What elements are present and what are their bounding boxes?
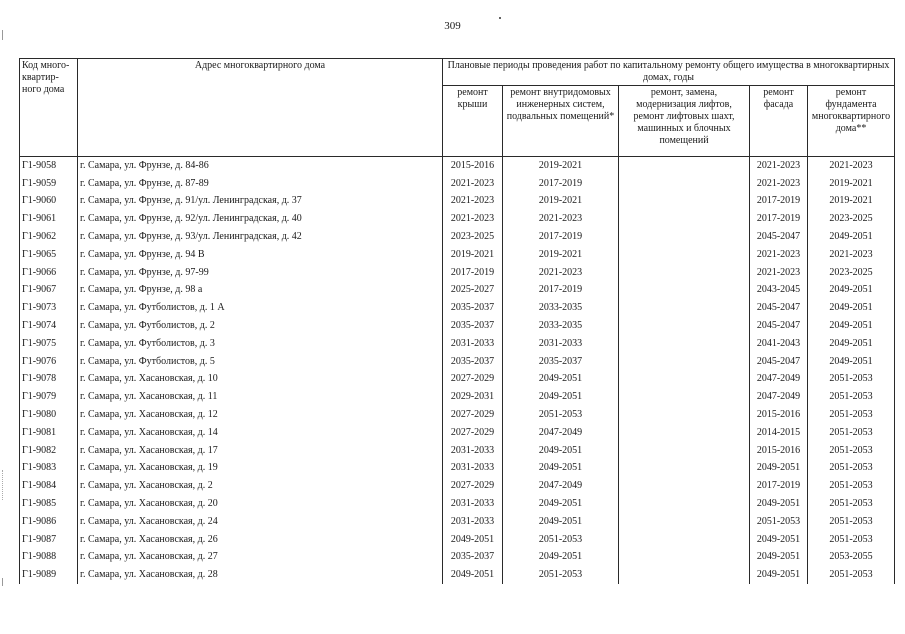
cell-facade: 2021-2023 bbox=[750, 175, 808, 193]
cell-facade: 2049-2051 bbox=[750, 495, 808, 513]
capital-repair-schedule-table bbox=[19, 58, 895, 584]
cell-facade: 2049-2051 bbox=[750, 549, 808, 567]
cell-address: г. Самара, ул. Фрунзе, д. 87-89 bbox=[78, 175, 443, 193]
table-row bbox=[20, 157, 895, 175]
cell-address: г. Самара, ул. Фрунзе, д. 92/ул. Ленинградская, д. 40 bbox=[78, 210, 443, 228]
cell-facade: 2021-2023 bbox=[750, 246, 808, 264]
cell-elevators bbox=[619, 531, 750, 549]
cell-code: Г1-9080 bbox=[20, 406, 78, 424]
cell-address: г. Самара, ул. Хасановская, д. 11 bbox=[78, 388, 443, 406]
cell-systems: 2047-2049 bbox=[503, 477, 619, 495]
cell-facade: 2021-2023 bbox=[750, 157, 808, 175]
cell-code: Г1-9082 bbox=[20, 442, 78, 460]
cell-elevators bbox=[619, 282, 750, 300]
cell-foundation: 2023-2025 bbox=[808, 210, 895, 228]
cell-code: Г1-9078 bbox=[20, 371, 78, 389]
cell-foundation: 2051-2053 bbox=[808, 531, 895, 549]
cell-systems: 2049-2051 bbox=[503, 513, 619, 531]
cell-facade: 2041-2043 bbox=[750, 335, 808, 353]
cell-foundation: 2051-2053 bbox=[808, 566, 895, 584]
cell-code: Г1-9086 bbox=[20, 513, 78, 531]
cell-code: Г1-9065 bbox=[20, 246, 78, 264]
page-number: 309 bbox=[444, 20, 461, 32]
cell-foundation: 2051-2053 bbox=[808, 388, 895, 406]
cell-foundation: 2051-2053 bbox=[808, 513, 895, 531]
cell-facade: 2017-2019 bbox=[750, 477, 808, 495]
cell-code: Г1-9058 bbox=[20, 157, 78, 175]
cell-code: Г1-9059 bbox=[20, 175, 78, 193]
cell-code: Г1-9079 bbox=[20, 388, 78, 406]
scan-edge-mark bbox=[2, 578, 5, 586]
cell-roof: 2029-2031 bbox=[443, 388, 503, 406]
cell-address: г. Самара, ул. Фрунзе, д. 98 а bbox=[78, 282, 443, 300]
cell-foundation: 2049-2051 bbox=[808, 299, 895, 317]
table-row bbox=[20, 353, 895, 371]
cell-code: Г1-9067 bbox=[20, 282, 78, 300]
cell-address: г. Самара, ул. Хасановская, д. 2 bbox=[78, 477, 443, 495]
cell-address: г. Самара, ул. Футболистов, д. 1 А bbox=[78, 299, 443, 317]
cell-elevators bbox=[619, 388, 750, 406]
table-row bbox=[20, 193, 895, 211]
cell-foundation: 2051-2053 bbox=[808, 495, 895, 513]
cell-systems: 2051-2053 bbox=[503, 406, 619, 424]
cell-code: Г1-9081 bbox=[20, 424, 78, 442]
cell-roof: 2031-2033 bbox=[443, 442, 503, 460]
table-row bbox=[20, 513, 895, 531]
cell-address: г. Самара, ул. Футболистов, д. 3 bbox=[78, 335, 443, 353]
cell-elevators bbox=[619, 371, 750, 389]
cell-elevators bbox=[619, 566, 750, 584]
cell-systems: 2017-2019 bbox=[503, 175, 619, 193]
cell-roof: 2049-2051 bbox=[443, 566, 503, 584]
cell-roof: 2035-2037 bbox=[443, 353, 503, 371]
cell-code: Г1-9066 bbox=[20, 264, 78, 282]
cell-facade: 2047-2049 bbox=[750, 388, 808, 406]
cell-roof: 2027-2029 bbox=[443, 477, 503, 495]
cell-roof: 2023-2025 bbox=[443, 228, 503, 246]
cell-roof: 2021-2023 bbox=[443, 175, 503, 193]
cell-foundation: 2051-2053 bbox=[808, 371, 895, 389]
cell-elevators bbox=[619, 406, 750, 424]
table-row bbox=[20, 246, 895, 264]
cell-address: г. Самара, ул. Хасановская, д. 27 bbox=[78, 549, 443, 567]
cell-roof: 2031-2033 bbox=[443, 495, 503, 513]
cell-elevators bbox=[619, 264, 750, 282]
cell-address: г. Самара, ул. Хасановская, д. 17 bbox=[78, 442, 443, 460]
cell-foundation: 2019-2021 bbox=[808, 193, 895, 211]
cell-code: Г1-9087 bbox=[20, 531, 78, 549]
cell-roof: 2049-2051 bbox=[443, 531, 503, 549]
cell-systems: 2051-2053 bbox=[503, 531, 619, 549]
cell-systems: 2049-2051 bbox=[503, 460, 619, 478]
cell-elevators bbox=[619, 299, 750, 317]
cell-facade: 2045-2047 bbox=[750, 299, 808, 317]
cell-systems: 2033-2035 bbox=[503, 299, 619, 317]
cell-code: Г1-9083 bbox=[20, 460, 78, 478]
header-code: Код много-квартир-ного дома bbox=[20, 59, 78, 157]
table-body bbox=[20, 157, 895, 585]
header-facade: ремонт фасада bbox=[750, 86, 808, 157]
cell-roof: 2035-2037 bbox=[443, 549, 503, 567]
cell-address: г. Самара, ул. Фрунзе, д. 91/ул. Ленинградская, д. 37 bbox=[78, 193, 443, 211]
cell-code: Г1-9062 bbox=[20, 228, 78, 246]
table-row bbox=[20, 335, 895, 353]
cell-foundation: 2049-2051 bbox=[808, 282, 895, 300]
cell-elevators bbox=[619, 228, 750, 246]
table-row bbox=[20, 371, 895, 389]
header-elevators: ремонт, замена, модернизация лифтов, ремонт лифтовых шахт, машинных и блочных помещений bbox=[619, 86, 750, 157]
cell-address: г. Самара, ул. Хасановская, д. 24 bbox=[78, 513, 443, 531]
cell-elevators bbox=[619, 513, 750, 531]
cell-code: Г1-9074 bbox=[20, 317, 78, 335]
table-row bbox=[20, 264, 895, 282]
table-row bbox=[20, 406, 895, 424]
cell-address: г. Самара, ул. Хасановская, д. 28 bbox=[78, 566, 443, 584]
cell-systems: 2021-2023 bbox=[503, 264, 619, 282]
cell-facade: 2043-2045 bbox=[750, 282, 808, 300]
cell-code: Г1-9088 bbox=[20, 549, 78, 567]
scan-edge-mark bbox=[2, 30, 5, 40]
cell-systems: 2019-2021 bbox=[503, 193, 619, 211]
cell-address: г. Самара, ул. Футболистов, д. 5 bbox=[78, 353, 443, 371]
cell-roof: 2021-2023 bbox=[443, 193, 503, 211]
cell-facade: 2049-2051 bbox=[750, 460, 808, 478]
cell-systems: 2035-2037 bbox=[503, 353, 619, 371]
cell-foundation: 2051-2053 bbox=[808, 477, 895, 495]
cell-address: г. Самара, ул. Хасановская, д. 14 bbox=[78, 424, 443, 442]
cell-foundation: 2019-2021 bbox=[808, 175, 895, 193]
table-header bbox=[20, 59, 895, 157]
cell-roof: 2031-2033 bbox=[443, 513, 503, 531]
cell-code: Г1-9061 bbox=[20, 210, 78, 228]
table-row bbox=[20, 388, 895, 406]
header-address: Адрес многоквартирного дома bbox=[78, 59, 443, 157]
cell-address: г. Самара, ул. Фрунзе, д. 97-99 bbox=[78, 264, 443, 282]
cell-elevators bbox=[619, 460, 750, 478]
table-row bbox=[20, 477, 895, 495]
cell-roof: 2017-2019 bbox=[443, 264, 503, 282]
cell-code: Г1-9073 bbox=[20, 299, 78, 317]
table-row bbox=[20, 228, 895, 246]
cell-roof: 2027-2029 bbox=[443, 371, 503, 389]
cell-elevators bbox=[619, 193, 750, 211]
cell-code: Г1-9060 bbox=[20, 193, 78, 211]
cell-code: Г1-9075 bbox=[20, 335, 78, 353]
cell-facade: 2045-2047 bbox=[750, 317, 808, 335]
cell-foundation: 2051-2053 bbox=[808, 406, 895, 424]
cell-facade: 2017-2019 bbox=[750, 210, 808, 228]
cell-code: Г1-9076 bbox=[20, 353, 78, 371]
cell-systems: 2051-2053 bbox=[503, 566, 619, 584]
cell-elevators bbox=[619, 353, 750, 371]
cell-facade: 2015-2016 bbox=[750, 406, 808, 424]
cell-address: г. Самара, ул. Футболистов, д. 2 bbox=[78, 317, 443, 335]
cell-facade: 2021-2023 bbox=[750, 264, 808, 282]
header-foundation: ремонт фундамента многоквартирного дома** bbox=[808, 86, 895, 157]
cell-systems: 2019-2021 bbox=[503, 157, 619, 175]
cell-elevators bbox=[619, 157, 750, 175]
table-row bbox=[20, 175, 895, 193]
cell-elevators bbox=[619, 424, 750, 442]
cell-address: г. Самара, ул. Хасановская, д. 20 bbox=[78, 495, 443, 513]
cell-foundation: 2021-2023 bbox=[808, 246, 895, 264]
cell-code: Г1-9085 bbox=[20, 495, 78, 513]
cell-systems: 2019-2021 bbox=[503, 246, 619, 264]
cell-systems: 2033-2035 bbox=[503, 317, 619, 335]
cell-systems: 2021-2023 bbox=[503, 210, 619, 228]
table-row bbox=[20, 495, 895, 513]
cell-roof: 2035-2037 bbox=[443, 299, 503, 317]
cell-elevators bbox=[619, 442, 750, 460]
cell-systems: 2017-2019 bbox=[503, 282, 619, 300]
cell-systems: 2017-2019 bbox=[503, 228, 619, 246]
cell-elevators bbox=[619, 175, 750, 193]
header-roof: ремонт крыши bbox=[443, 86, 503, 157]
cell-foundation: 2053-2055 bbox=[808, 549, 895, 567]
cell-facade: 2017-2019 bbox=[750, 193, 808, 211]
cell-systems: 2049-2051 bbox=[503, 495, 619, 513]
cell-foundation: 2049-2051 bbox=[808, 353, 895, 371]
cell-address: г. Самара, ул. Фрунзе, д. 84-86 bbox=[78, 157, 443, 175]
cell-elevators bbox=[619, 549, 750, 567]
cell-address: г. Самара, ул. Хасановская, д. 19 bbox=[78, 460, 443, 478]
cell-address: г. Самара, ул. Фрунзе, д. 93/ул. Ленинградская, д. 42 bbox=[78, 228, 443, 246]
table-row bbox=[20, 531, 895, 549]
header-systems: ремонт внутридомовых инженерных систем, подвальных помещений* bbox=[503, 86, 619, 157]
cell-systems: 2049-2051 bbox=[503, 388, 619, 406]
cell-roof: 2025-2027 bbox=[443, 282, 503, 300]
table-row bbox=[20, 460, 895, 478]
cell-code: Г1-9084 bbox=[20, 477, 78, 495]
cell-roof: 2035-2037 bbox=[443, 317, 503, 335]
table-row bbox=[20, 442, 895, 460]
cell-roof: 2019-2021 bbox=[443, 246, 503, 264]
cell-elevators bbox=[619, 477, 750, 495]
table-row bbox=[20, 424, 895, 442]
cell-systems: 2049-2051 bbox=[503, 371, 619, 389]
table-row bbox=[20, 317, 895, 335]
cell-roof: 2015-2016 bbox=[443, 157, 503, 175]
cell-address: г. Самара, ул. Фрунзе, д. 94 В bbox=[78, 246, 443, 264]
scan-edge-mark bbox=[2, 470, 5, 500]
cell-systems: 2049-2051 bbox=[503, 442, 619, 460]
cell-foundation: 2049-2051 bbox=[808, 335, 895, 353]
cell-systems: 2031-2033 bbox=[503, 335, 619, 353]
cell-foundation: 2023-2025 bbox=[808, 264, 895, 282]
cell-foundation: 2049-2051 bbox=[808, 317, 895, 335]
table-row bbox=[20, 549, 895, 567]
cell-foundation: 2051-2053 bbox=[808, 424, 895, 442]
table-row bbox=[20, 210, 895, 228]
cell-foundation: 2021-2023 bbox=[808, 157, 895, 175]
cell-code: Г1-9089 bbox=[20, 566, 78, 584]
cell-facade: 2045-2047 bbox=[750, 228, 808, 246]
cell-facade: 2049-2051 bbox=[750, 566, 808, 584]
cell-elevators bbox=[619, 335, 750, 353]
cell-facade: 2014-2015 bbox=[750, 424, 808, 442]
cell-roof: 2031-2033 bbox=[443, 460, 503, 478]
header-periods: Плановые периоды проведения работ по капитальному ремонту общего имущества в многоквартирных домах, годы bbox=[443, 59, 895, 86]
table-row bbox=[20, 282, 895, 300]
cell-facade: 2047-2049 bbox=[750, 371, 808, 389]
cell-address: г. Самара, ул. Хасановская, д. 10 bbox=[78, 371, 443, 389]
cell-facade: 2045-2047 bbox=[750, 353, 808, 371]
cell-elevators bbox=[619, 210, 750, 228]
table-row bbox=[20, 566, 895, 584]
cell-elevators bbox=[619, 317, 750, 335]
cell-address: г. Самара, ул. Хасановская, д. 26 bbox=[78, 531, 443, 549]
cell-foundation: 2051-2053 bbox=[808, 460, 895, 478]
cell-facade: 2015-2016 bbox=[750, 442, 808, 460]
cell-address: г. Самара, ул. Хасановская, д. 12 bbox=[78, 406, 443, 424]
cell-systems: 2047-2049 bbox=[503, 424, 619, 442]
cell-roof: 2031-2033 bbox=[443, 335, 503, 353]
cell-foundation: 2051-2053 bbox=[808, 442, 895, 460]
cell-elevators bbox=[619, 495, 750, 513]
cell-facade: 2051-2053 bbox=[750, 513, 808, 531]
cell-facade: 2049-2051 bbox=[750, 531, 808, 549]
table-row bbox=[20, 299, 895, 317]
cell-roof: 2021-2023 bbox=[443, 210, 503, 228]
cell-foundation: 2049-2051 bbox=[808, 228, 895, 246]
cell-roof: 2027-2029 bbox=[443, 424, 503, 442]
cell-systems: 2049-2051 bbox=[503, 549, 619, 567]
scan-artifact-dot bbox=[499, 17, 501, 19]
cell-roof: 2027-2029 bbox=[443, 406, 503, 424]
cell-elevators bbox=[619, 246, 750, 264]
